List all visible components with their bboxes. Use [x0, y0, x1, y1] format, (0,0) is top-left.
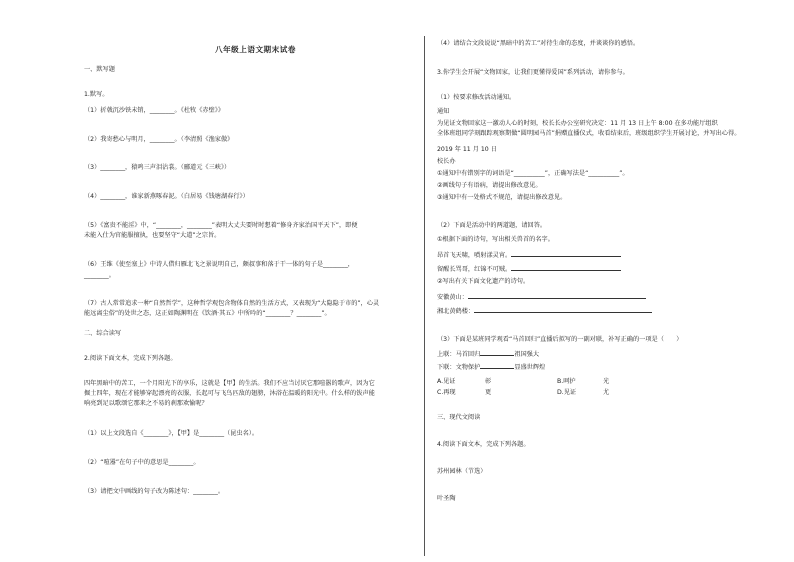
question-1: 1.默写。 — [84, 91, 109, 98]
passage-line-3: 响亮到足以歌颂它那来之不易的刹那欢愉呢？ — [84, 400, 208, 407]
answer-blank[interactable] — [468, 292, 646, 299]
question-1-3: （3）________，猿鸣三声泪沾裳。（郦道元《三峡》） — [84, 164, 231, 171]
fix-item-2: ②画线句子有语病，请提出修改意见。 — [437, 182, 542, 189]
notice-signature: 校长办 — [437, 158, 456, 165]
couplet-upper: 上联：马首回归 祖国强大 — [437, 351, 540, 358]
question-3-2: （2）下面是活动中的两道题，请回答。 — [437, 222, 547, 229]
poem-line-2: 留醒长骂哥，红锦不可贼。 — [437, 264, 621, 275]
couplet-lower: 下联：文物保护 显盛世辉煌 — [437, 364, 546, 371]
option-b[interactable]: B.呵护 — [557, 378, 576, 385]
section-1-heading: 一、默写题 — [84, 66, 115, 73]
option-d-char: 尤 — [603, 389, 610, 396]
question-2: 2.阅读下面文本，完成下列各题。 — [84, 355, 177, 362]
passage-line-1: 四年黑暗中的苦工，一个月阳光下的享乐，这就是【甲】的生活。我们不应当讨厌它那喧嚣的歌声，因为它 — [84, 380, 375, 387]
question-1-6-line-2: ________。 — [84, 272, 115, 279]
question-2-1: （1）以上文段选自《________》，【甲】是________（昆虫名）。 — [84, 430, 259, 437]
notice-line-2: 全体班组同学刻跟踪观察期做“圆明园马首”捐赠直播仪式，收看结束后，班级组织学生开展讨论，并写出心得。 — [437, 130, 741, 137]
question-3-1: （1）按要求修改活动通知。 — [437, 94, 516, 101]
option-d[interactable]: D.见证 — [557, 389, 577, 396]
heritage-line-2: 湘北黄鹤楼： — [437, 306, 652, 317]
question-2-3: （3）请把文中画线的句子改为陈述句：________。 — [84, 488, 225, 495]
section-2-heading: 二、综合读写 — [84, 330, 122, 337]
heritage-line-1: 安徽黄山： — [437, 292, 646, 303]
answer-blank[interactable] — [511, 250, 621, 257]
answer-blank[interactable] — [474, 306, 652, 313]
essay-author: 叶圣陶 — [437, 495, 456, 502]
section-3-heading: 三、现代文阅读 — [437, 414, 481, 421]
passage-line-2: 掘土四年，现在才能够穿起漂亮的衣服，长起可与飞鸟匹敌的翅膀，沐浴在温暖的阳光中。什么样的钹声能 — [84, 390, 375, 397]
question-1-5-line-1: （5）《富贵不能淫》中，“________，________”表明大丈夫要时时想着“修身齐家治国平天下”，即便 — [84, 222, 358, 229]
option-c[interactable]: C.再现 — [437, 389, 456, 396]
option-a-char: 彰 — [485, 378, 492, 385]
option-a[interactable]: A.见证 — [437, 378, 456, 385]
notice-date: 2019 年 11 月 10 日 — [437, 146, 497, 153]
question-1-4: （4）________，谁家新燕啄春泥。（白居易《钱塘湖春行》） — [84, 193, 249, 200]
question-2-4: （4）请结合文段说说“黑暗中的苦工”对待生命的态度，并谈谈你的感悟。 — [437, 40, 640, 47]
question-1-7-line-1: （7）古人常常追求一种“自然哲学”，这种哲学观包含物体自然的生活方式，又表现为“大隐隐于市的”，心灵 — [84, 300, 380, 307]
question-2-2: （2）“喧嚣”在句子中的意思是________。 — [84, 459, 200, 466]
question-3-3: （3）下面是某班同学观看“马首回归”直播后拟写的一副对联，补写正确的一项是（ ） — [437, 336, 683, 343]
question-4: 4.阅读下面文本，完成下列各题。 — [437, 441, 530, 448]
question-1-1: （1）折戟沉沙铁未销，________。《杜牧《赤壁》》 — [84, 107, 225, 114]
question-1-6-line-1: （6）王维《使至塞上》中诗人借归雁北飞之景说明自己，颇叔事和落于干一体的句子是________， — [84, 261, 354, 268]
option-b-char: 光 — [603, 378, 610, 385]
essay-title: 苏州园林（节选） — [437, 468, 487, 475]
couplet-blank[interactable] — [480, 349, 514, 356]
question-1-2: （2）我寄愁心与明月，________。（李清照《渔家傲》 — [84, 136, 234, 143]
couplet-blank[interactable] — [480, 362, 514, 369]
question-3: 3.你学生会开展“文物回家，让我们更懂得爱国”系列活动，请你参与。 — [437, 69, 629, 76]
answer-blank[interactable] — [511, 264, 621, 271]
fix-item-1: ①通知中有错别字的词语是“__________”，正确写法是“__________”。 — [437, 170, 629, 177]
sub-question-1: ①根据下面的诗句，写出相关兽首的名字。 — [437, 236, 554, 243]
exam-title: 八年级上语文期末试卷 — [215, 45, 296, 54]
question-1-5-line-2: 未能入仕为官能服擅执，也要坚守“大道”之宗旨。 — [84, 232, 221, 239]
question-1-7-line-2: 能远离尘俗”的处世之态，这正如陶渊明在《饮酒·其五》中所吟的“________？________”。 — [84, 310, 331, 317]
sub-question-2: ②写出有关下面文化遗产的诗句。 — [437, 278, 530, 285]
option-c-char: 更 — [485, 389, 492, 396]
poem-line-1: 昂首飞天啸，噴射漾灵宵。 — [437, 250, 621, 261]
notice-line-1: 为见证文物回家这一激动人心的时刻，校长长办公室研究决定：11 月 13 日上午 8:00 在多功能厅组织 — [437, 120, 718, 127]
column-divider — [424, 36, 425, 556]
notice-heading: 通知 — [437, 108, 450, 115]
fix-item-3: ③通知中有一处格式不规范，请提出修改意见。 — [437, 194, 567, 201]
